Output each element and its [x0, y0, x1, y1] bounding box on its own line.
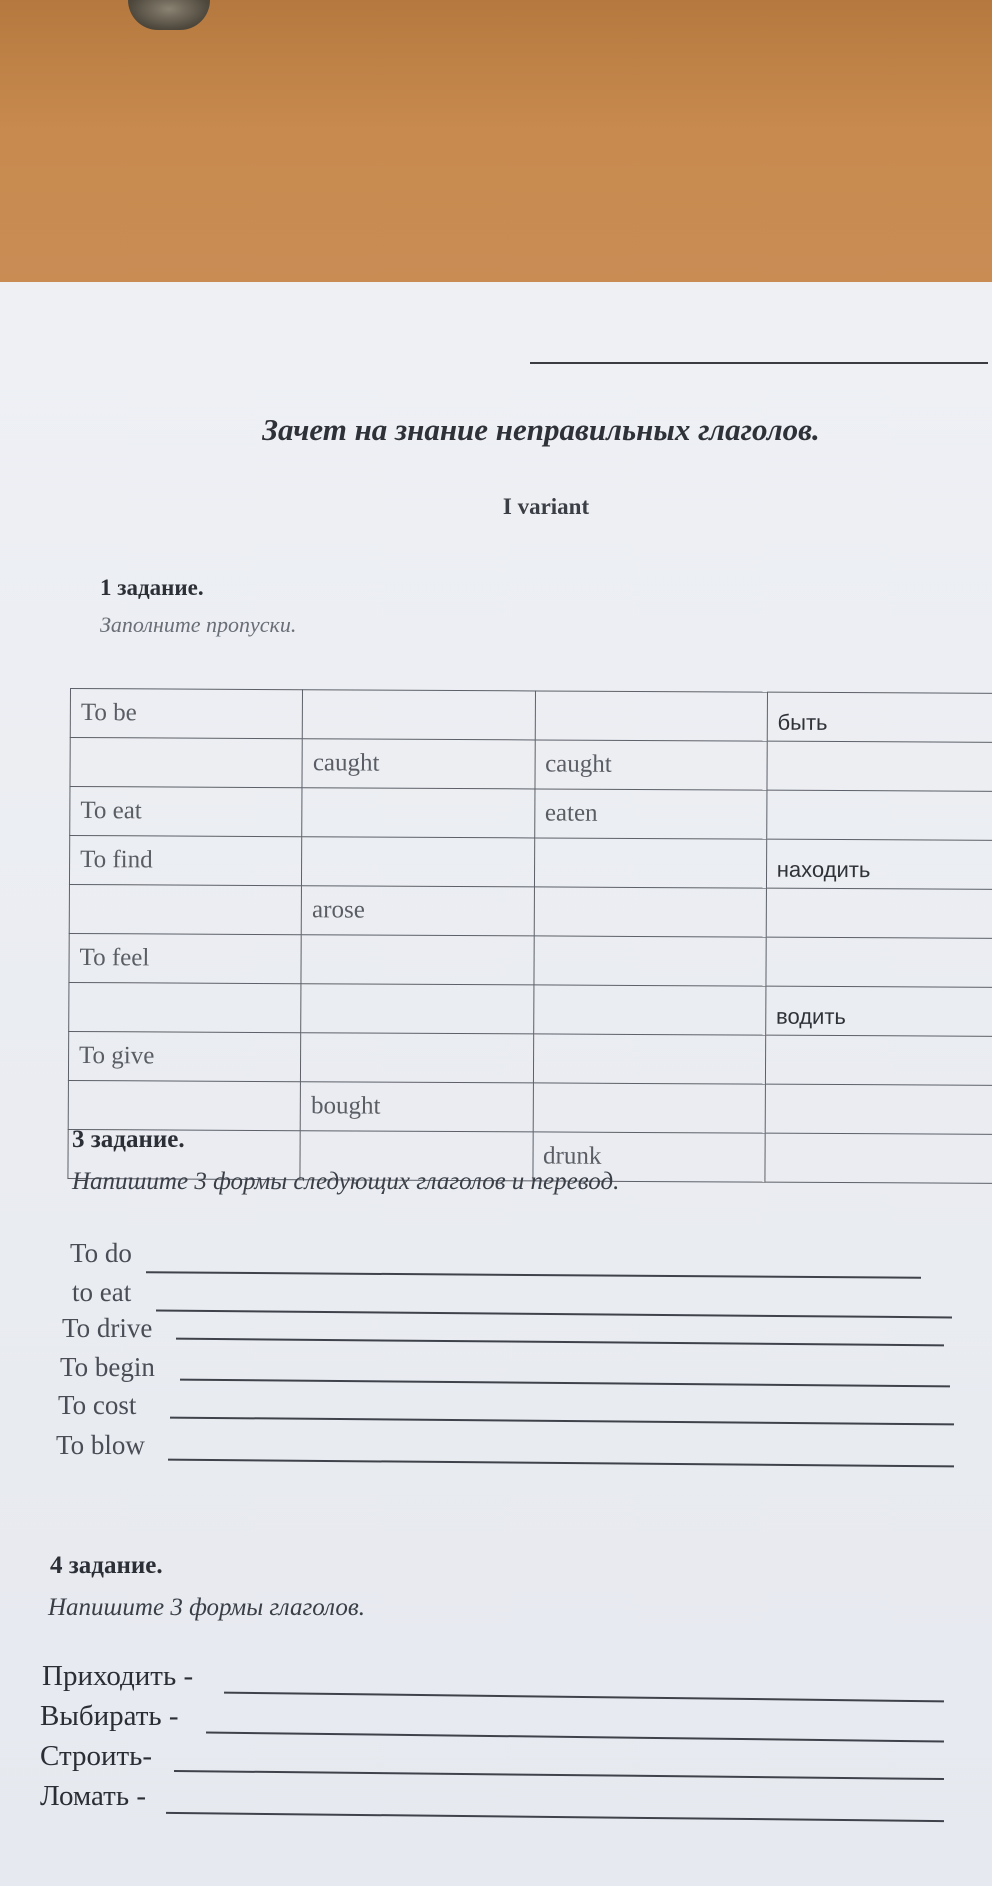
table-cell[interactable] [535, 691, 768, 741]
table-row [70, 689, 992, 743]
table-cell: To feel [69, 933, 302, 983]
task3-item-row[interactable] [60, 1352, 950, 1392]
task4-item-label: Выбирать - [40, 1700, 179, 1732]
task4-item-label: Строить- [40, 1740, 153, 1772]
table-cell: drunk [532, 1132, 765, 1182]
task3-item-row[interactable] [72, 1277, 952, 1317]
table-cell: arose [301, 886, 534, 936]
task4-item-row[interactable] [40, 1700, 950, 1740]
table-cell: caught [534, 740, 767, 790]
task4-item-row[interactable] [42, 1660, 952, 1700]
table-row [69, 884, 992, 938]
table-row [69, 982, 992, 1036]
task3-item-row[interactable] [62, 1313, 952, 1353]
task4-item-label: Приходить - [42, 1660, 194, 1692]
table-cell[interactable] [534, 887, 767, 937]
task4-item-label: Ломать - [40, 1780, 146, 1812]
table-cell[interactable] [301, 935, 534, 985]
page-title: Зачет на знание неправильных глаголов. [262, 412, 820, 447]
task3-item-row[interactable] [70, 1238, 920, 1278]
table-row [69, 836, 992, 890]
table-cell[interactable] [302, 837, 535, 887]
table-cell[interactable] [533, 1034, 766, 1084]
table-cell[interactable] [533, 1083, 766, 1133]
wooden-table-background [0, 0, 992, 292]
task3-heading: 3 задание. [72, 1126, 185, 1153]
table-cell[interactable] [301, 1033, 534, 1083]
answer-line[interactable] [168, 1459, 954, 1468]
table-cell[interactable] [70, 738, 303, 788]
table-cell[interactable] [302, 690, 535, 740]
table-cell[interactable] [533, 985, 766, 1035]
table-cell: To give [68, 1031, 301, 1081]
table-cell: bought [300, 1082, 533, 1132]
answer-line[interactable] [170, 1417, 954, 1426]
task3-item-label: to eat [72, 1277, 132, 1307]
task4-instruction: Напишите 3 формы глаголов. [48, 1594, 365, 1621]
table-row [70, 787, 992, 841]
table-cell[interactable] [765, 1035, 992, 1085]
table-cell[interactable] [765, 1084, 992, 1134]
task3-item-label: To blow [56, 1430, 145, 1460]
task3-instruction: Напишите 3 формы следующих глаголов и перевод. [72, 1168, 620, 1195]
task4-heading: 4 задание. [50, 1552, 163, 1579]
answer-line[interactable] [180, 1379, 950, 1388]
table-cell[interactable] [68, 1080, 301, 1130]
table-cell: caught [302, 739, 535, 789]
table-cell: находить [766, 839, 992, 889]
answer-line[interactable] [174, 1770, 944, 1780]
task3-item-label: To begin [60, 1352, 155, 1382]
table-cell[interactable] [765, 1133, 992, 1183]
table-cell[interactable] [534, 838, 767, 888]
task3-item-row[interactable] [56, 1430, 956, 1470]
task3-item-label: To drive [62, 1313, 153, 1343]
table-cell[interactable] [767, 741, 992, 791]
table-row [70, 738, 992, 792]
table-cell: To be [70, 689, 303, 739]
variant-label: I variant [502, 494, 590, 519]
task3-item-row[interactable] [58, 1390, 958, 1430]
answer-line[interactable] [176, 1338, 944, 1347]
table-row [68, 1080, 992, 1134]
task1-instruction: Заполните пропуски. [100, 612, 297, 637]
table-cell: eaten [534, 789, 767, 839]
table-cell: To eat [70, 787, 303, 837]
table-cell[interactable] [766, 937, 992, 987]
name-blank-line [530, 362, 988, 364]
table-cell[interactable] [302, 788, 535, 838]
table-cell[interactable] [301, 984, 534, 1034]
task1-heading: 1 задание. [100, 575, 204, 600]
task4-item-row[interactable] [40, 1780, 950, 1820]
table-cell[interactable] [69, 982, 302, 1032]
task4-item-row[interactable] [40, 1740, 950, 1780]
table-row [69, 933, 992, 987]
table-cell: быть [767, 692, 992, 742]
table-cell: водить [765, 986, 992, 1036]
table-cell[interactable] [766, 790, 992, 840]
table-cell[interactable] [533, 936, 766, 986]
table-row [68, 1031, 992, 1085]
task3-item-label: To do [70, 1238, 132, 1268]
table-cell[interactable] [69, 884, 302, 934]
table-cell: To find [69, 836, 302, 886]
table-cell[interactable] [766, 888, 992, 938]
verbs-table [67, 688, 992, 1184]
task3-item-label: To cost [58, 1390, 137, 1420]
